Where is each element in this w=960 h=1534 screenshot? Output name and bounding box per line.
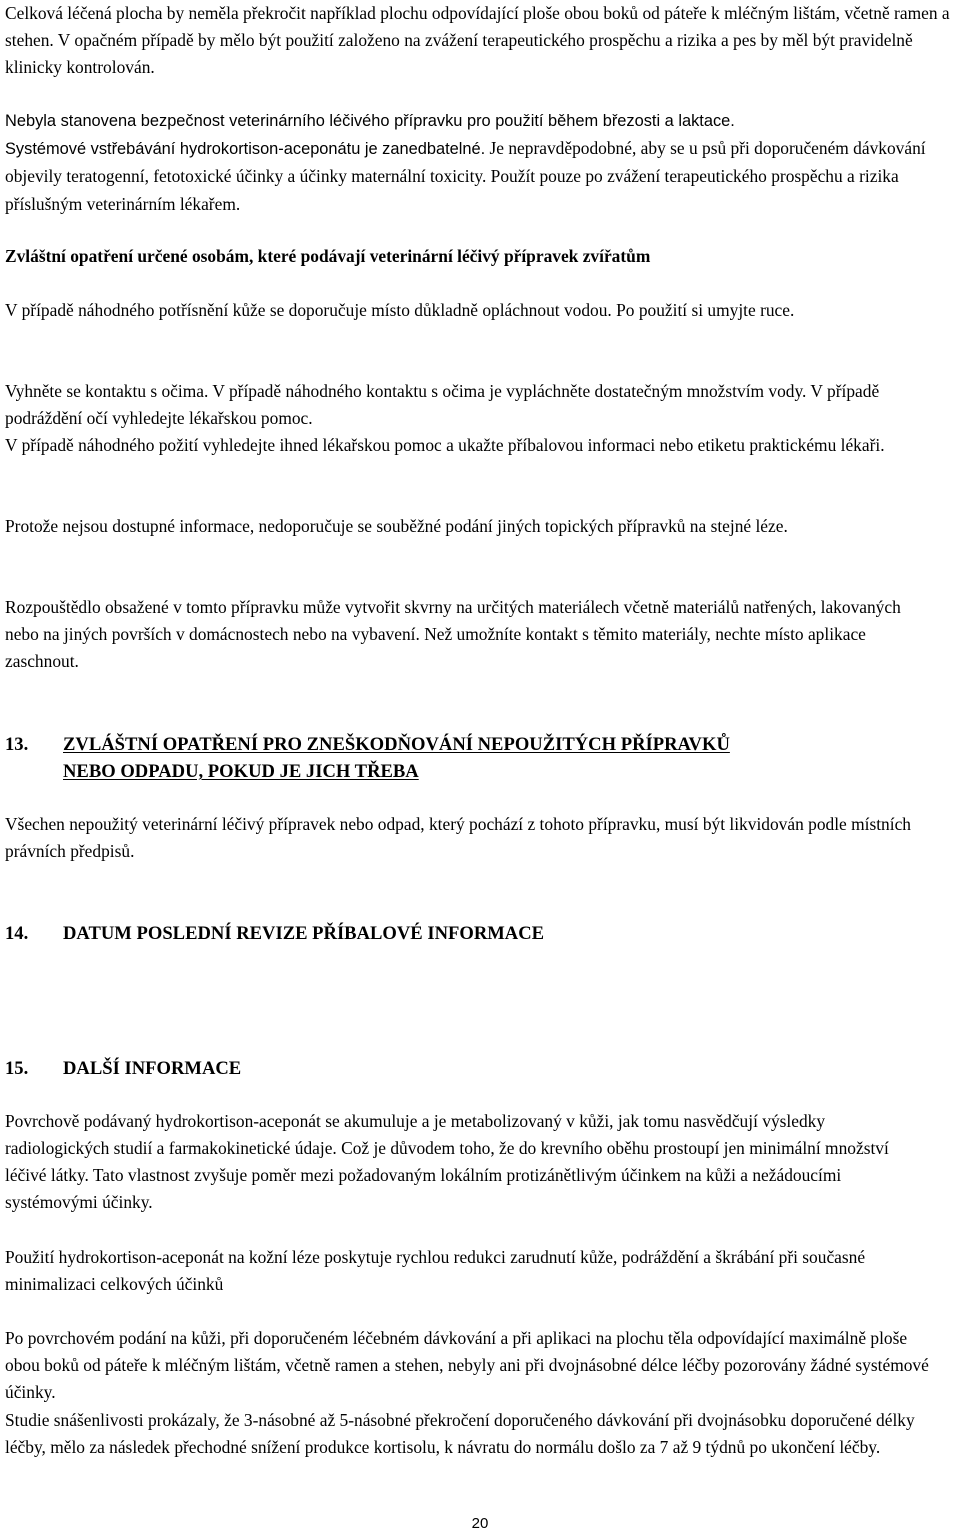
- paragraph-tolerance-studies: Studie snášenlivosti prokázaly, že 3-násobné až 5-násobné překročení doporučeného dávkování při dvojnásobku doporučené délky léčby, mělo za následek přechodné snížení produkce kortisolu, k návratu do normálu došlo za 7 až 9 týdnů po ukončení léčby.: [5, 1410, 915, 1457]
- section-14-number: 14.: [5, 923, 29, 944]
- page-number: 20: [471, 1515, 489, 1532]
- paragraph-eye-contact: Vyhněte se kontaktu s očima. V případě náhodného kontaktu s očima je vypláchněte dostatečným množstvím vody. V případě podráždění očí vyhledejte lékařskou pomoc.: [5, 381, 880, 428]
- paragraph-treated-area: Celková léčená plocha by neměla překročit například plochu odpovídající ploše obou boků od páteře k mléčným lištám, včetně ramen a stehen. V opačném případě by mělo být použití založeno na zvážení terapeutického prospěchu a rizika a pes by měl být pravidelně klinicky kontrolován.: [5, 3, 950, 77]
- section-13-title-line1: ZVLÁŠTNÍ OPATŘENÍ PRO ZNEŠKODŇOVÁNÍ NEPOUŽITÝCH PŘÍPRAVKŮ: [63, 734, 730, 755]
- section-15-number: 15.: [5, 1058, 29, 1079]
- paragraph-surface-application: Po povrchovém podání na kůži, při doporučeném léčebném dávkování a při aplikaci na plochu těla odpovídající maximálně ploše obou boků od páteře k mléčným lištám, včetně ramen a stehen, nebyly ani při dvojnásobné délce léčby pozorovány žádné systémové účinky.: [5, 1328, 929, 1402]
- paragraph-skin-contact: V případě náhodného potřísnění kůže se doporučuje místo důkladně opláchnout vodou. Po použití si umyjte ruce.: [5, 300, 795, 320]
- paragraph-pregnancy-safety: Nebyla stanovena bezpečnost veterinárního léčivého přípravku pro použití během březosti a laktace.: [5, 112, 735, 130]
- section-13-heading: [5, 731, 958, 785]
- paragraph-skin-accumulation: Povrchově podávaný hydrokortison-aceponát se akumuluje a je metabolizovaný v kůži, jak tomu nasvědčují výsledky radiologických studií a farmakokinetické údaje. Což je důvodem toho, že do krevního oběhu prostoupí jen minimální množství léčivé látky. Tato vlastnost zvyšuje poměr mezi požadovaným lokálním protizánětlivým účinkem na kůži a nežádoucími systémovými účinky.: [5, 1111, 889, 1212]
- section-13-number: 13.: [5, 734, 29, 755]
- section-15-title-text: DALŠÍ INFORMACE: [63, 1058, 242, 1079]
- heading-user-precautions: Zvláštní opatření určené osobám, které podávají veterinární léčivý přípravek zvířatům: [5, 246, 651, 266]
- section-13-title: [63, 731, 958, 785]
- paragraph-solvent-stains: Rozpouštědlo obsažené v tomto přípravku může vytvořit skvrny na určitých materiálech včetně materiálů natřených, lakovaných nebo na jiných površích v domácnostech nebo na vybavení. Než umožníte kontakt s těmito materiály, nechte místo aplikace zaschnout.: [5, 597, 901, 671]
- paragraph-systemic-absorption-rest: Je nepravděpodobné, aby se u psů při doporučeném dávkování objevily teratogenní, fetotoxické účinky a účinky maternální toxicity. Použít pouze po zvážení terapeutického prospěchu a rizika příslušným veterinárním lékařem.: [5, 138, 926, 214]
- paragraph-ingestion: V případě náhodného požití vyhledejte ihned lékařskou pomoc a ukažte příbalovou informaci nebo etiketu praktickému lékaři.: [5, 435, 885, 455]
- section-15-heading: [5, 1055, 958, 1082]
- section-14-title-text: DATUM POSLEDNÍ REVIZE PŘÍBALOVÉ INFORMACE: [63, 923, 545, 944]
- section-14-title: [63, 920, 958, 947]
- paragraph-systemic-absorption: [5, 135, 958, 219]
- section-15-title: [63, 1055, 958, 1082]
- paragraph-systemic-absorption-lead: Systémové vstřebávání hydrokortison-aceponátu je zanedbatelné.: [5, 140, 486, 158]
- section-13-title-line2: NEBO ODPADU, POKUD JE JICH TŘEBA: [63, 761, 419, 782]
- paragraph-disposal: Všechen nepoužitý veterinární léčivý přípravek nebo odpad, který pochází z tohoto přípravku, musí být likvidován podle místních právních předpisů.: [5, 814, 912, 861]
- section-14-heading: [5, 920, 958, 947]
- paragraph-lesion-use: Použití hydrokortison-aceponát na kožní léze poskytuje rychlou redukci zarudnutí kůže, podráždění a škrábání při současné minimalizaci celkových účinků: [5, 1247, 866, 1294]
- paragraph-topical-combination: Protože nejsou dostupné informace, nedoporučuje se souběžné podání jiných topických přípravků na stejné léze.: [5, 516, 788, 536]
